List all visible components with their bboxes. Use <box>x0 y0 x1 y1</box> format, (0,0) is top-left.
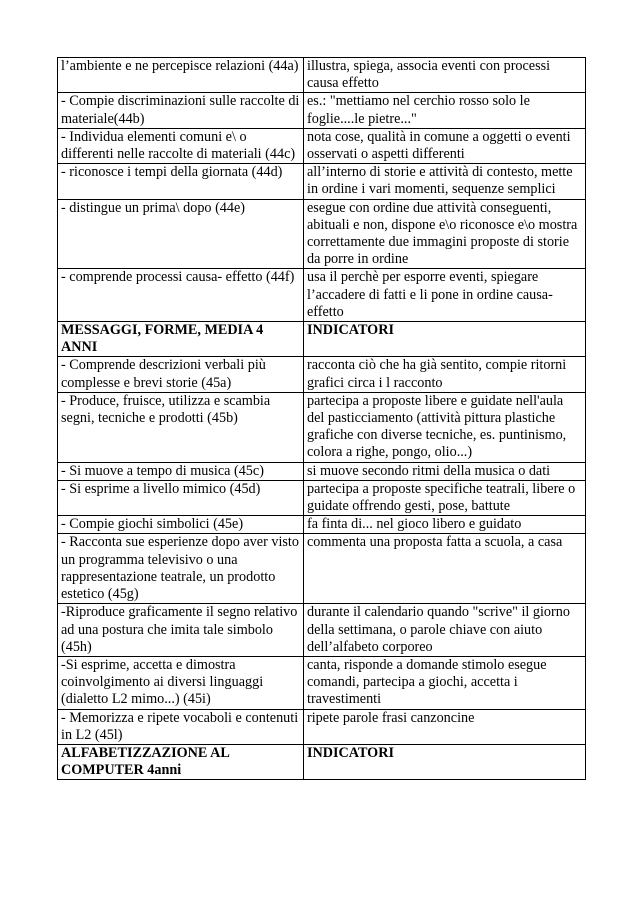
table-row <box>58 604 586 657</box>
objective-cell: l’ambiente e ne percepisce relazioni (44a) <box>58 58 304 93</box>
objective-cell: - Si esprime a livello mimico (45d) <box>58 480 304 515</box>
table-row <box>58 199 586 269</box>
section-header-row <box>58 744 586 779</box>
objective-cell: - Racconta sue esperienze dopo aver visto un programma televisivo o una rappresentazione teatrale, un prodotto estetico (45g) <box>58 534 304 604</box>
section-header-row <box>58 322 586 357</box>
objective-cell: - distingue un prima\ dopo (44e) <box>58 199 304 269</box>
table-row <box>58 128 586 163</box>
table-row <box>58 93 586 128</box>
indicators-heading: INDICATORI <box>304 744 586 779</box>
objective-cell: - Individua elementi comuni e\ o differenti nelle raccolte di materiali (44c) <box>58 128 304 163</box>
indicator-cell: durante il calendario quando "scrive" il giorno della settimana, o parole chiave con aiuto dell’alfabeto corporeo <box>304 604 586 657</box>
objective-cell: - Produce, fruisce, utilizza e scambia segni, tecniche e prodotti (45b) <box>58 392 304 462</box>
indicator-cell: racconta ciò che ha già sentito, compie ritorni grafici circa i l racconto <box>304 357 586 392</box>
objective-cell: - riconosce i tempi della giornata (44d) <box>58 164 304 199</box>
table-body <box>58 58 586 780</box>
curriculum-table <box>57 57 586 780</box>
indicator-cell: partecipa a proposte libere e guidate nell'aula del pasticciamento (attività pittura plastiche grafiche con diverse tecniche, es. puntinismo, colora a righe, pongo, olio...) <box>304 392 586 462</box>
table-row <box>58 269 586 322</box>
objective-cell: - Si muove a tempo di musica (45c) <box>58 462 304 480</box>
indicator-cell: fa finta di... nel gioco libero e guidato <box>304 516 586 534</box>
indicator-cell: partecipa a proposte specifiche teatrali, libere o guidate offrendo gesti, pose, battute <box>304 480 586 515</box>
indicator-cell: si muove secondo ritmi della musica o dati <box>304 462 586 480</box>
indicator-cell: nota cose, qualità in comune a oggetti o eventi osservati o aspetti differenti <box>304 128 586 163</box>
table-row <box>58 357 586 392</box>
table-row <box>58 392 586 462</box>
indicator-cell: ripete parole frasi canzoncine <box>304 709 586 744</box>
indicator-cell: canta, risponde a domande stimolo esegue comandi, partecipa a giochi, accetta i travestimenti <box>304 656 586 709</box>
indicator-cell: illustra, spiega, associa eventi con processi causa effetto <box>304 58 586 93</box>
table-row <box>58 58 586 93</box>
objective-cell: -Si esprime, accetta e dimostra coinvolgimento ai diversi linguaggi (dialetto L2 mimo...) (45i) <box>58 656 304 709</box>
table-row <box>58 534 586 604</box>
objective-cell: - Compie giochi simbolici (45e) <box>58 516 304 534</box>
table-row <box>58 656 586 709</box>
section-title: MESSAGGI, FORME, MEDIA 4 ANNI <box>58 322 304 357</box>
indicator-cell: all’interno di storie e attività di contesto, mette in ordine i vari momenti, sequenze semplici <box>304 164 586 199</box>
section-title: ALFABETIZZAZIONE AL COMPUTER 4anni <box>58 744 304 779</box>
indicator-cell: commenta una proposta fatta a scuola, a casa <box>304 534 586 604</box>
indicator-cell: esegue con ordine due attività conseguenti, abituali e non, dispone e\o riconosce e\o mostra correttamente due immagini proposte di storie da porre in ordine <box>304 199 586 269</box>
table-row <box>58 462 586 480</box>
objective-cell: -Riproduce graficamente il segno relativo ad una postura che imita tale simbolo (45h) <box>58 604 304 657</box>
objective-cell: - Compie discriminazioni sulle raccolte di materiale(44b) <box>58 93 304 128</box>
table-row <box>58 709 586 744</box>
table-row <box>58 480 586 515</box>
objective-cell: - Memorizza e ripete vocaboli e contenuti in L2 (45l) <box>58 709 304 744</box>
indicator-cell: es.: "mettiamo nel cerchio rosso solo le foglie....le pietre..." <box>304 93 586 128</box>
indicator-cell: usa il perchè per esporre eventi, spiegare l’accadere di fatti e li pone in ordine causa-effetto <box>304 269 586 322</box>
indicators-heading: INDICATORI <box>304 322 586 357</box>
table-row <box>58 516 586 534</box>
objective-cell: - comprende processi causa- effetto (44f) <box>58 269 304 322</box>
table-row <box>58 164 586 199</box>
objective-cell: - Comprende descrizioni verbali più complesse e brevi storie (45a) <box>58 357 304 392</box>
